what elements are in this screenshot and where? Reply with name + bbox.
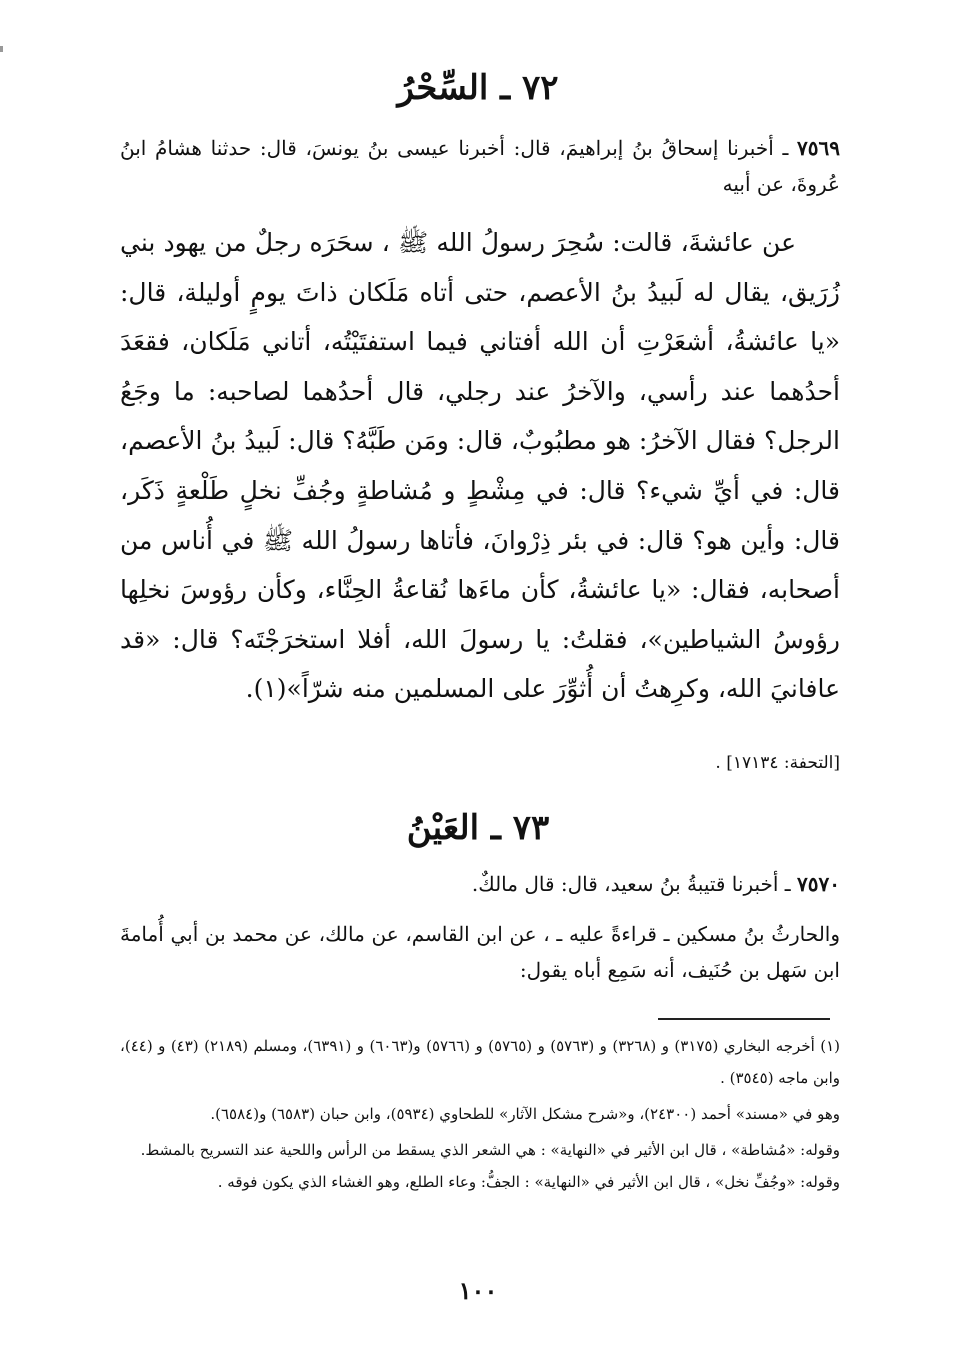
chapter-heading-72: ٧٢ ـ السِّحْرُ xyxy=(397,68,559,108)
hadith-number: ٧٥٧٠ xyxy=(797,872,840,896)
hadith-7570-line1 xyxy=(120,866,840,902)
chapter-heading-73: ٧٣ ـ العَيْنُ xyxy=(406,808,550,848)
hadith-number: ٧٥٦٩ xyxy=(797,136,841,160)
hadith-7569-matn: عن عائشةَ، قالت: سُحِرَ رسولُ الله ﷺ ، سحَرَه رجلٌ من يهود بني زُرَيق، يقال له لَبيدُ بنُ الأعصم، حتى أتاه مَلَكان ذاتَ يومٍ أوليلة، قال: «يا عائشةُ، أشعَرْتِ أن الله أفتاني فيما استفتَيْتُه، أتاني مَلَكان، فقعَدَ أحدُهما عند رأسي، والآخرُ عند رجلي، قال أحدُهما لصاحبه: ما وجَعُ الرجل؟ فقال الآخرُ: هو مطبُوبٌ، قال: ومَن طَبَّهُ؟ قال: لَبيدُ بنُ الأعصم، قال: في أيِّ شيء؟ قال: في مِشْطٍ و مُشاطةٍ وجُفِّ نخلٍ طَلْعةٍ ذَكَر، قال: وأين هو؟ قال: في بئر ذِرْوانَ، فأتاها رسولُ الله ﷺ في أُناس من أصحابه، فقال: «يا عائشةُ، كأن ماءَها نُقاعةُ الحِنَّاء، وكأن رؤوسَ نخلِها رؤوسُ الشياطين»، فقلتُ: يا رسولَ الله، أفلا استخرَجْتَه؟ قال: «قد عافانيَ الله، وكرِهتُ أن أُثوِّرَ على المسلمين منه شرّاً»(١). xyxy=(120,228,840,704)
footnote-1-continued: وهو في «مسند» أحمد (٢٤٣٠٠)، و«شرح مشكل الآثار» للطحاوي (٥٩٣٤)، وابن حبان (٦٥٨٣) و(٦٥٨٤). xyxy=(210,1105,840,1123)
footnote-divider xyxy=(658,1018,830,1020)
hadith-7570-line2: والحارثُ بنُ مسكين ـ قراءةً عليه ـ ، عن ابن القاسم، عن مالك، عن محمد بن أبي أُمامةَ ابن سَهل بن حُنَيف، أنه سَمِع أباه يقول: xyxy=(120,922,840,982)
isnad-text: ـ أخبرنا إسحاقُ بنُ إبراهيمَ، قال: أخبرنا عيسى بنُ يونسَ، قال: حدثنا هشامُ ابنُ عُروةَ، عن أبيه xyxy=(120,136,840,196)
page-number: ١٠٠ xyxy=(458,1276,498,1305)
tuhfa-reference: [التحفة: ١٧١٣٤] . xyxy=(715,753,840,773)
isnad-text: ـ أخبرنا قتيبةُ بنُ سعيد، قال: قال مالكٌ. xyxy=(471,872,791,896)
footnote-gloss-juff: وقوله: «وجُفِّ نخل» ، قال ابن الأثير في «النهاية» : الجفُّ: وعاء الطلع، وهو الغشاء الذي يكون فوقه . xyxy=(217,1173,840,1191)
footnote-1: (١) أخرجه البخاري (٣١٧٥) و (٣٢٦٨) و (٥٧٦٣) و (٥٧٦٥) و (٥٧٦٦) و(٦٠٦٣) و (٦٣٩١)، ومسلم (٢١٨٩) (٤٣) و (٤٤)، وابن ماجه (٣٥٤٥) . xyxy=(120,1037,840,1087)
footnotes xyxy=(120,1030,840,1198)
footnote-gloss-mushata: وقوله: «مُشاطة» ، قال ابن الأثير في «النهاية» : هي الشعر الذي يسقط من الرأس واللحية عند التسريح بالمشط. xyxy=(140,1141,840,1159)
scan-mark xyxy=(0,46,3,52)
hadith-7569-isnad xyxy=(120,130,840,202)
